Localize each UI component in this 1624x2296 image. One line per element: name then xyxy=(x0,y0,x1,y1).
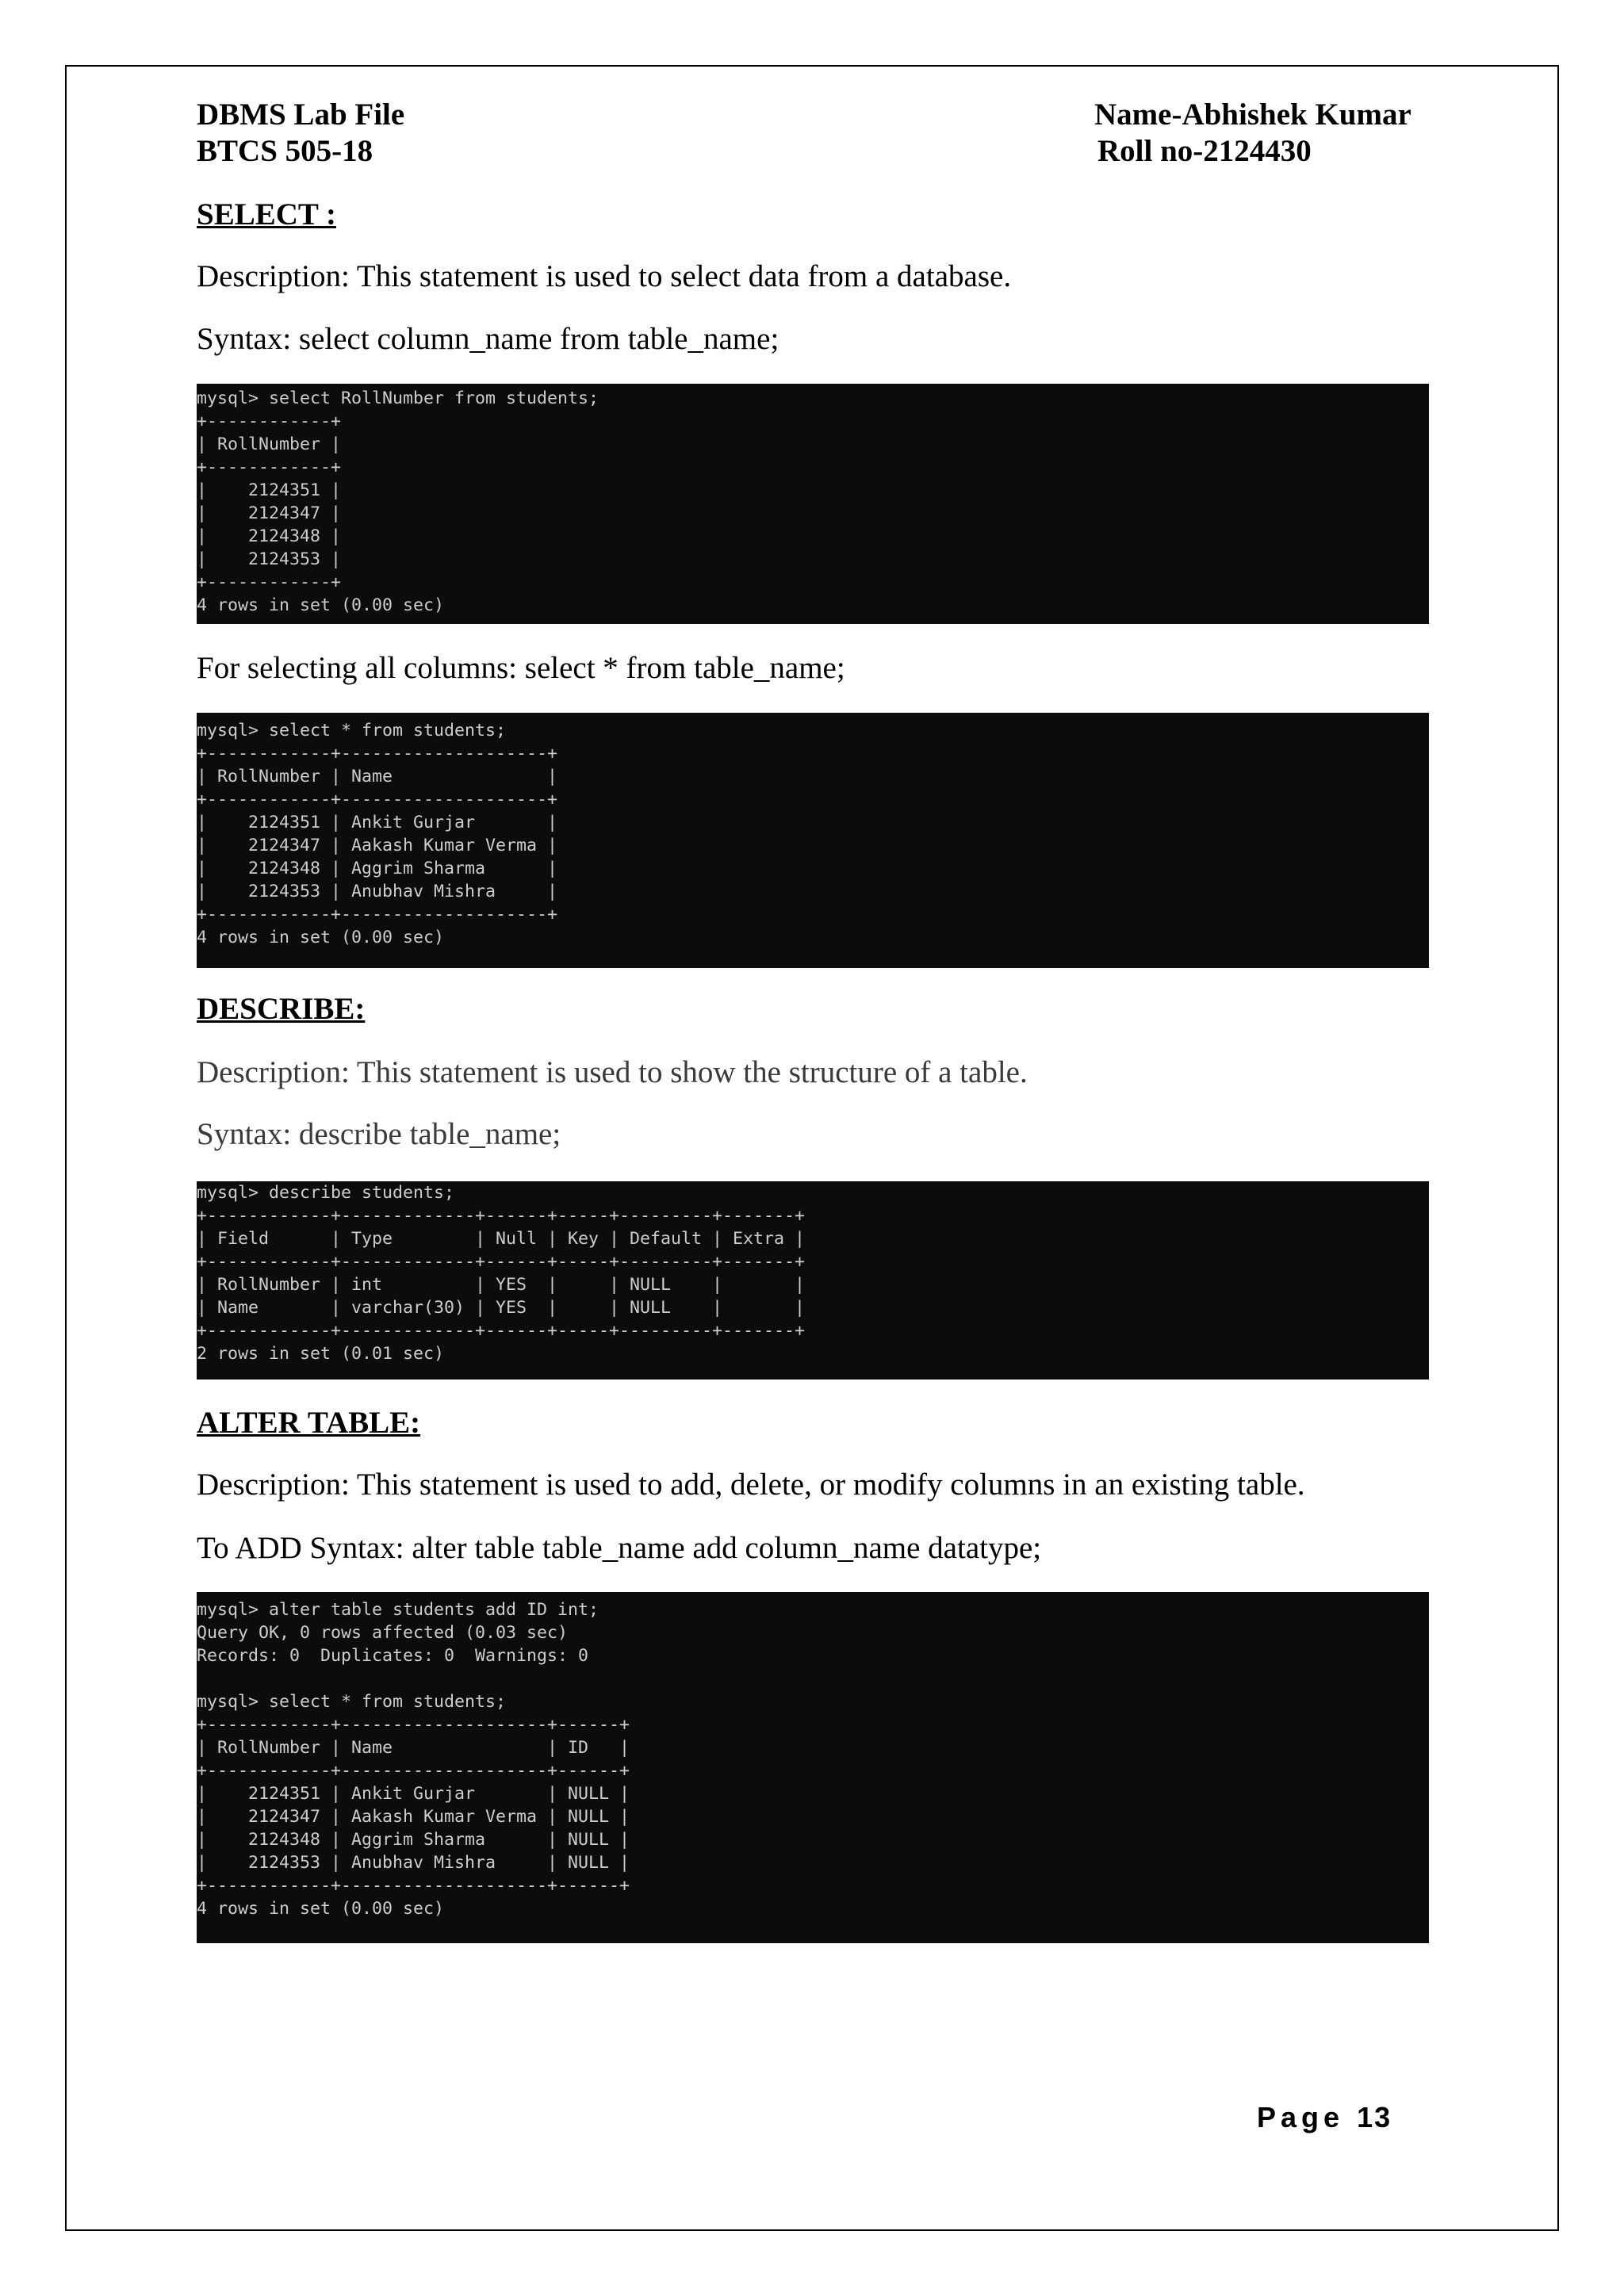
describe-terminal-screenshot xyxy=(197,1181,1429,1380)
header-left xyxy=(197,97,404,170)
select-syntax: Syntax: select column_name from table_name; xyxy=(197,322,779,356)
describe-syntax: Syntax: describe table_name; xyxy=(197,1117,561,1151)
page-number: 13 xyxy=(1357,2101,1392,2133)
course-code: BTCS 505-18 xyxy=(197,134,373,168)
select-all-terminal-screenshot xyxy=(197,713,1429,968)
select-all-columns-text: For selecting all columns: select * from table_name; xyxy=(197,651,845,685)
roll-number: Roll no-2124430 xyxy=(1097,134,1312,168)
select-all-terminal-output: mysql> select * from students; +------------+--------------------+ | RollNumber | Name | +------------+--------------------+ | 2124351 | Ankit Gurjar | | 2124347 | Aakash Kumar Verma | | 2124348 | Aggrim Sharma | | 2124353 | Anubhav Mishra | +------------+--------------------+ 4 rows in set (0.00 sec) xyxy=(197,721,558,947)
select-heading: SELECT : xyxy=(197,197,336,232)
select-description: Description: This statement is used to select data from a database. xyxy=(197,259,1012,293)
alter-terminal-output: mysql> alter table students add ID int; Query OK, 0 rows affected (0.03 sec) Records: 0 Duplicates: 0 Warnings: 0 mysql> select * from students; +------------+--------------------+------+ | RollNumber | Name | ID | +------------+--------------------+------+ | 2124351 | Ankit Gurjar | NULL | | 2124347 | Aakash Kumar Verma | NULL | | 2124348 | Aggrim Sharma | NULL | | 2124353 | Anubhav Mishra | NULL | +------------+--------------------+------+ 4 rows in set (0.00 sec) xyxy=(197,1600,630,1919)
alter-heading: ALTER TABLE: xyxy=(197,1406,421,1440)
describe-heading: DESCRIBE: xyxy=(197,992,366,1026)
lab-file-title: DBMS Lab File xyxy=(197,98,405,132)
select-terminal-output: mysql> select RollNumber from students; +------------+ | RollNumber | +------------+ | 2124351 | | 2124347 | | 2124348 | | 2124353 | +------------+ 4 rows in set (0.00 sec) xyxy=(197,388,599,615)
describe-description: Description: This statement is used to show the structure of a table. xyxy=(197,1055,1028,1089)
page-number-footer xyxy=(1257,2101,1392,2134)
alter-syntax: To ADD Syntax: alter table table_name add column_name datatype; xyxy=(197,1531,1042,1565)
page-label: Page xyxy=(1257,2101,1345,2133)
describe-terminal-output: mysql> describe students; +------------+-------------+------+-----+---------+-------+ | Field | Type | Null | Key | Default | Extra | +------------+-------------+------+-----+---------+-------+ | RollNumber | int | YES | | NULL | | | Name | varchar(30) | YES | | NULL | | +------------+-------------+------+-----+---------+-------+ 2 rows in set (0.01 sec) xyxy=(197,1183,806,1364)
header-right xyxy=(1094,97,1411,170)
student-name: Name-Abhishek Kumar xyxy=(1094,98,1411,132)
alter-description: Description: This statement is used to add, delete, or modify columns in an existing table. xyxy=(197,1468,1305,1502)
alter-terminal-screenshot xyxy=(197,1592,1429,1943)
select-terminal-screenshot xyxy=(197,384,1429,624)
